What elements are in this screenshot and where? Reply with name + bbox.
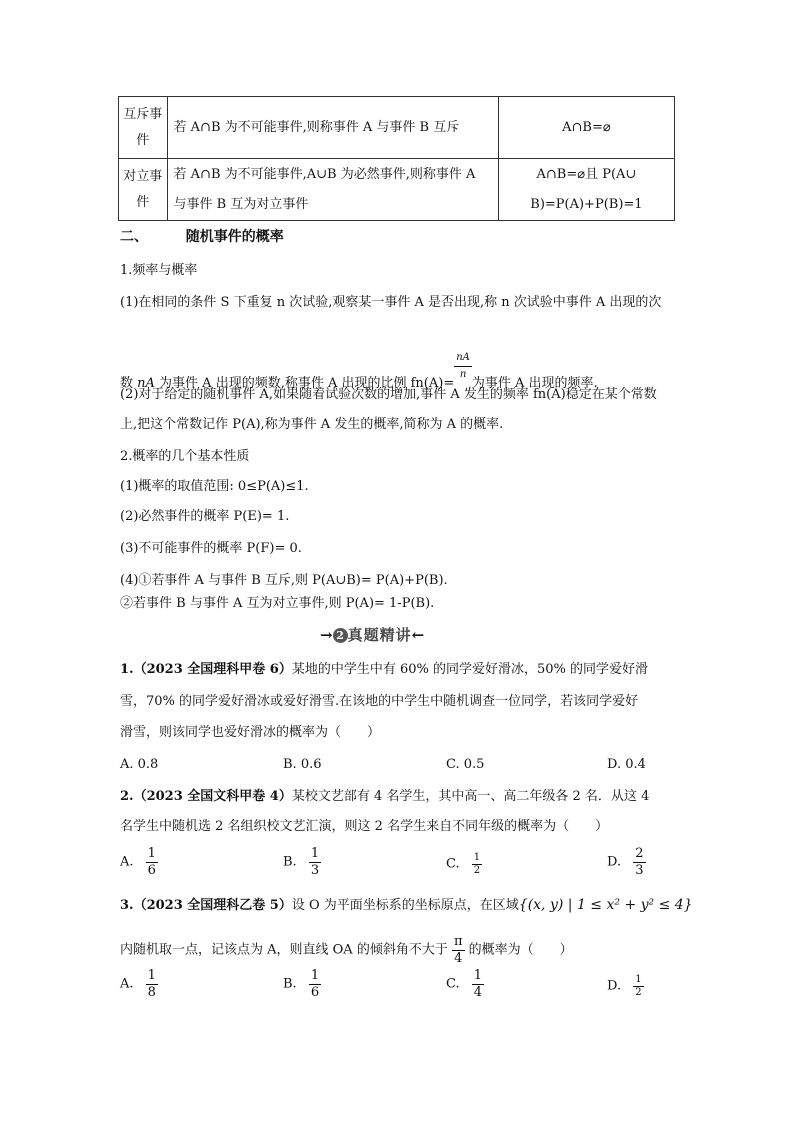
question-2-line: 2.（2023 全国文科甲卷 4）某校文艺部有 4 名学生，其中高一、高二年级各 2 名．从这 4	[120, 789, 650, 804]
subsection-title: 1.频率与概率	[120, 263, 198, 278]
paragraph-line: 数 nA 为事件 A 出现的频数,称事件 A 出现的比例 fn(A)= $\frac{nA}{n}$ 为事件 A 出现的频率.	[120, 352, 598, 391]
option-b[interactable]: B. $\frac{1}{3}$	[283, 846, 320, 878]
symbol-cell: A∩B=⌀	[498, 97, 674, 159]
option-c[interactable]: C. $\frac{1}{2}$	[446, 852, 481, 876]
paragraph-line: (2)对于给定的随机事件 A,如果随着试验次数的增加,事件 A 发生的频率 fn(A)稳定在某个常数	[120, 387, 657, 402]
table-row	[119, 159, 675, 221]
term-cell: 互斥事 件	[119, 97, 168, 159]
question-1-line: 雪，70% 的同学爱好滑冰或爱好滑雪.在该地的中学生中随机调查一位同学，若该同学爱好	[120, 694, 639, 709]
number-badge: 2	[333, 628, 348, 643]
property-item: (1)概率的取值范围: 0≤P(A)≤1.	[120, 479, 309, 494]
definition-cell: 若 A∩B 为不可能事件,A∪B 为必然事件,则称事件 A 与事件 B 互为对立事件	[167, 159, 498, 221]
section-banner: → 2 真题精讲←	[320, 626, 425, 644]
option-b[interactable]: B. 0.6	[283, 757, 322, 772]
option-b[interactable]: B. $\frac{1}{6}$	[283, 968, 320, 1000]
question-1-line: 1.（2023 全国理科甲卷 6）某地的中学生中有 60% 的同学爱好滑冰，50% 的同学爱好滑	[120, 662, 649, 677]
property-item: (3)不可能事件的概率 P(F)= 0.	[120, 541, 302, 556]
option-a[interactable]: A. $\frac{1}{6}$	[120, 846, 156, 878]
question-1-line: 滑雪，则该同学也爱好滑冰的概率为（ ）	[120, 725, 381, 740]
paragraph-line: 上,把这个常数记作 P(A),称为事件 A 发生的概率,简称为 A 的概率.	[120, 417, 504, 432]
section-heading: 二、 随机事件的概率	[120, 229, 284, 245]
table-row	[119, 97, 675, 159]
property-item: ②若事件 B 与事件 A 互为对立事件,则 P(A)= 1-P(B).	[120, 596, 435, 611]
paragraph-line: (1)在相同的条件 S 下重复 n 次试验,观察某一事件 A 是否出现,称 n 次试验中事件 A 出现的次	[120, 295, 662, 310]
option-a[interactable]: A. 0.8	[120, 757, 159, 772]
option-d[interactable]: D. 0.4	[607, 757, 646, 772]
question-3-line: 3.（2023 全国理科乙卷 5）设 O 为平面坐标系的坐标原点，在区域{(x, y) | 1 ≤ x² + y² ≤ 4}	[120, 897, 693, 913]
definition-cell: 若 A∩B 为不可能事件,则称事件 A 与事件 B 互斥	[167, 97, 498, 159]
frequency-fraction: $\frac{nA}{n}$	[456, 352, 470, 380]
angle-fraction: $\frac{\pi}{4}$	[453, 934, 463, 966]
event-relations-table	[118, 96, 675, 221]
option-a[interactable]: A. $\frac{1}{8}$	[120, 968, 156, 1000]
question-3-line: 内随机取一点，记该点为 A，则直线 OA 的倾斜角不大于 $\frac{\pi}{4}$ 的概率为（ ）	[120, 934, 573, 966]
option-c[interactable]: C. 0.5	[446, 757, 485, 772]
option-c[interactable]: C. $\frac{1}{4}$	[446, 968, 483, 1000]
subsection-title: 2.概率的几个基本性质	[120, 449, 250, 464]
property-item: (4)①若事件 A 与事件 B 互斥,则 P(A∪B)= P(A)+P(B).	[120, 573, 448, 588]
symbol-cell: A∩B=⌀且 P(A∪ B)=P(A)+P(B)=1	[498, 159, 674, 221]
property-item: (2)必然事件的概率 P(E)= 1.	[120, 509, 290, 524]
option-d[interactable]: D. $\frac{2}{3}$	[607, 846, 644, 878]
option-d[interactable]: D. $\frac{1}{2}$	[607, 974, 642, 998]
region-set: {(x, y) | 1 ≤ x² + y² ≤ 4}	[518, 897, 693, 913]
term-cell: 对立事 件	[119, 159, 168, 221]
question-2-line: 名学生中随机选 2 名组织校文艺汇演，则这 2 名学生来自不同年级的概率为（ ）	[120, 819, 609, 834]
